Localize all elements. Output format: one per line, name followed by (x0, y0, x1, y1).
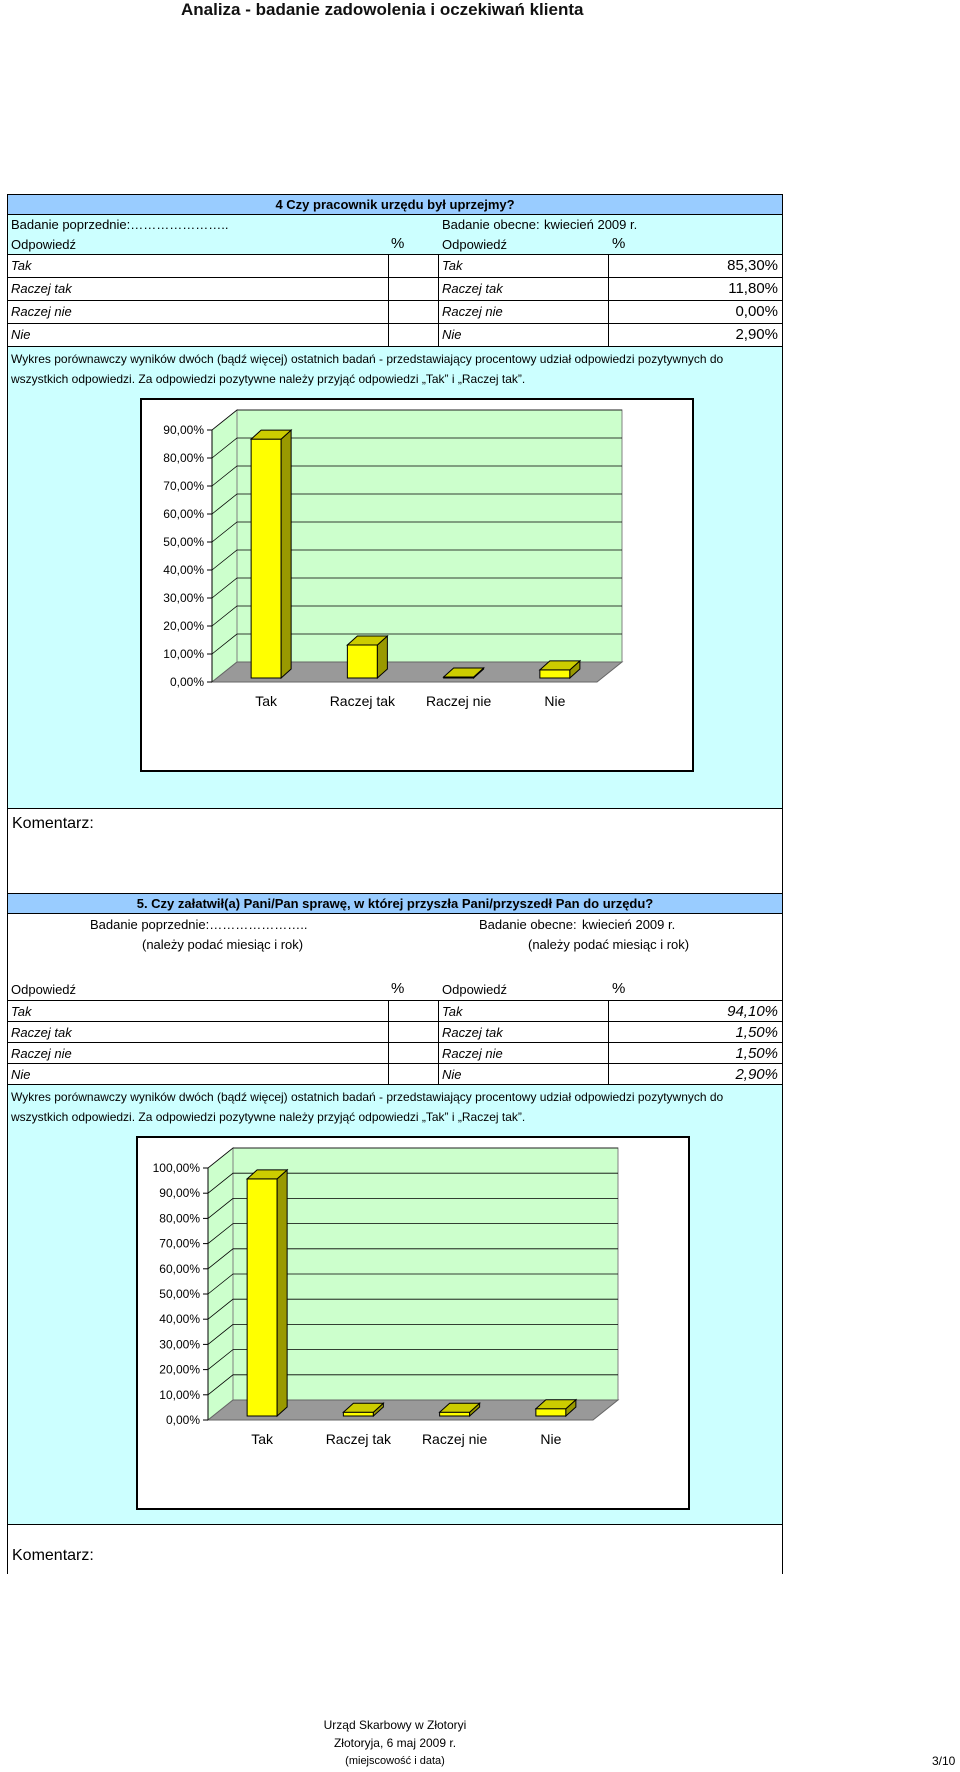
answer-prev: Tak (11, 1004, 32, 1019)
bar (347, 645, 377, 678)
table-row (8, 1021, 782, 1042)
x-tick-label: Nie (544, 693, 566, 709)
col-answer-prev: Odpowiedź (11, 982, 77, 997)
chart-description: Wykres porównawczy wyników dwóch (bądź więcej) ostatnich badań - przedstawiający procentowy udział odpowiedzi pozytywnych do wszystkich odpowiedzi. Za odpowiedzi pozytywne należy przyjąć odpowiedzi „Tak” i „Raczej tak”. (11, 1090, 724, 1124)
place-date-hint: (miejscowość i data) (345, 1755, 445, 1767)
answer-curr: Nie (442, 1067, 462, 1082)
col-answer-curr: Odpowiedź (442, 982, 508, 997)
answer-prev: Nie (11, 327, 31, 342)
results-table (8, 254, 782, 347)
y-tick-label: 0,00% (169, 675, 204, 689)
chart-box-5 (136, 1136, 690, 1510)
x-tick-label: Raczej nie (425, 693, 492, 709)
x-tick-label: Tak (255, 693, 278, 709)
y-tick-label: 50,00% (163, 535, 204, 549)
question-4-title: 4 Czy pracownik urzędu był uprzejmy? (8, 195, 782, 215)
value-curr: 85,30% (727, 257, 778, 274)
x-tick-label: Raczej nie (421, 1431, 488, 1447)
answer-curr: Tak (442, 1004, 463, 1019)
y-tick-label: 40,00% (159, 1312, 200, 1327)
survey-dates-row (8, 215, 782, 234)
section-4 (7, 194, 783, 893)
value-curr: 2,90% (735, 326, 778, 343)
bar (540, 670, 570, 678)
y-tick-label: 10,00% (163, 647, 204, 661)
col-percent-prev: % (391, 980, 405, 997)
answer-curr: Nie (442, 327, 462, 342)
comment-box (8, 808, 782, 893)
bar-side (281, 430, 291, 678)
answer-curr: Raczej tak (442, 1025, 503, 1040)
y-tick-label: 50,00% (159, 1287, 200, 1301)
answer-curr: Raczej tak (442, 281, 503, 296)
chart-back-wall (237, 410, 622, 662)
survey-dates-block (8, 914, 782, 1001)
x-tick-label: Raczej tak (325, 1431, 392, 1447)
y-tick-label: 70,00% (159, 1236, 200, 1251)
y-tick-label: 90,00% (159, 1186, 200, 1201)
x-tick-label: Raczej tak (329, 693, 396, 709)
answer-prev: Raczej tak (11, 1025, 72, 1040)
col-percent-curr: % (612, 235, 626, 252)
current-survey-label: Badanie obecne: (479, 917, 577, 932)
answer-prev: Raczej nie (11, 304, 72, 319)
answer-prev: Tak (11, 258, 32, 273)
y-tick-label: 80,00% (163, 451, 204, 465)
current-survey-date: kwiecień 2009 r. (544, 217, 638, 232)
table-row (8, 300, 782, 323)
answer-prev: Raczej tak (11, 281, 72, 296)
value-curr: 2,90% (735, 1066, 778, 1083)
previous-survey-label: Badanie poprzednie:………………….. (11, 217, 229, 232)
answer-prev: Nie (11, 1067, 31, 1082)
footer (300, 1716, 490, 1770)
bar (440, 1412, 470, 1416)
y-tick-label: 60,00% (159, 1261, 200, 1276)
comment-box (8, 1524, 782, 1574)
y-tick-label: 0,00% (165, 1413, 200, 1427)
answer-curr: Raczej nie (442, 1046, 503, 1061)
comment-label: Komentarz: (12, 815, 94, 832)
table-row (8, 1063, 782, 1085)
table-row (8, 254, 782, 277)
table-row (8, 1001, 782, 1021)
bar (343, 1412, 373, 1416)
col-answer-curr: Odpowiedź (442, 237, 508, 252)
y-tick-label: 30,00% (163, 591, 204, 605)
y-tick-label: 40,00% (163, 563, 204, 577)
table-row (8, 323, 782, 347)
col-answer-prev: Odpowiedź (11, 237, 77, 252)
section-5 (7, 893, 783, 1574)
y-tick-label: 90,00% (163, 423, 204, 437)
chart-description: Wykres porównawczy wyników dwóch (bądź więcej) ostatnich badań - przedstawiający procentowy udział odpowiedzi pozytywnych do wszystkich odpowiedzi. Za odpowiedzi pozytywne należy przyjąć odpowiedzi „Tak” i „Raczej tak”. (11, 352, 724, 386)
previous-survey-label: Badanie poprzednie:………………….. (90, 917, 308, 932)
bar-chart-5 (138, 1138, 688, 1508)
value-curr: 1,50% (735, 1024, 778, 1041)
chart-box-4 (140, 398, 694, 772)
value-curr: 0,00% (735, 303, 778, 320)
bar-side (277, 1170, 287, 1416)
page-title: Analiza - badanie zadowolenia i oczekiwań klienta (181, 0, 584, 19)
y-tick-label: 70,00% (163, 479, 204, 493)
table-row (8, 1042, 782, 1063)
office-name: Urząd Skarbowy w Złotoryi (323, 1718, 467, 1732)
x-tick-label: Tak (251, 1431, 274, 1447)
current-survey-hint: (należy podać miesiąc i rok) (528, 937, 690, 952)
y-tick-label: 100,00% (152, 1161, 200, 1175)
col-percent-prev: % (391, 235, 405, 252)
previous-survey-hint: (należy podać miesiąc i rok) (142, 937, 304, 952)
y-tick-label: 80,00% (159, 1211, 200, 1226)
comment-label: Komentarz: (12, 1547, 94, 1564)
current-survey-label: Badanie obecne: (442, 217, 540, 232)
y-tick-label: 20,00% (159, 1362, 200, 1377)
value-curr: 11,80% (728, 280, 778, 297)
current-survey-date: kwiecień 2009 r. (582, 917, 676, 932)
bar (251, 439, 281, 678)
y-tick-label: 30,00% (159, 1337, 200, 1352)
answer-prev: Raczej nie (11, 1046, 72, 1061)
chart-side-wall (212, 410, 237, 682)
y-tick-label: 10,00% (159, 1387, 200, 1402)
col-percent-curr: % (612, 980, 626, 997)
answer-curr: Raczej nie (442, 304, 503, 319)
bar (247, 1179, 277, 1416)
question-5-title: 5. Czy załatwił(a) Pani/Pan sprawę, w której przyszła Pani/przyszedł Pan do urzędu? (8, 894, 782, 914)
table-row (8, 277, 782, 300)
x-tick-label: Nie (540, 1431, 562, 1447)
value-curr: 1,50% (735, 1045, 778, 1062)
results-table (8, 1001, 782, 1085)
bar-chart-4 (142, 400, 692, 770)
y-tick-label: 60,00% (163, 507, 204, 521)
table-header-row (8, 234, 782, 254)
value-curr: 94,10% (727, 1003, 778, 1020)
bar (536, 1409, 566, 1416)
y-tick-label: 20,00% (163, 619, 204, 633)
page-number: 3/10 (932, 1754, 956, 1768)
place-date: Złotoryja, 6 maj 2009 r. (333, 1736, 457, 1750)
answer-curr: Tak (442, 258, 463, 273)
